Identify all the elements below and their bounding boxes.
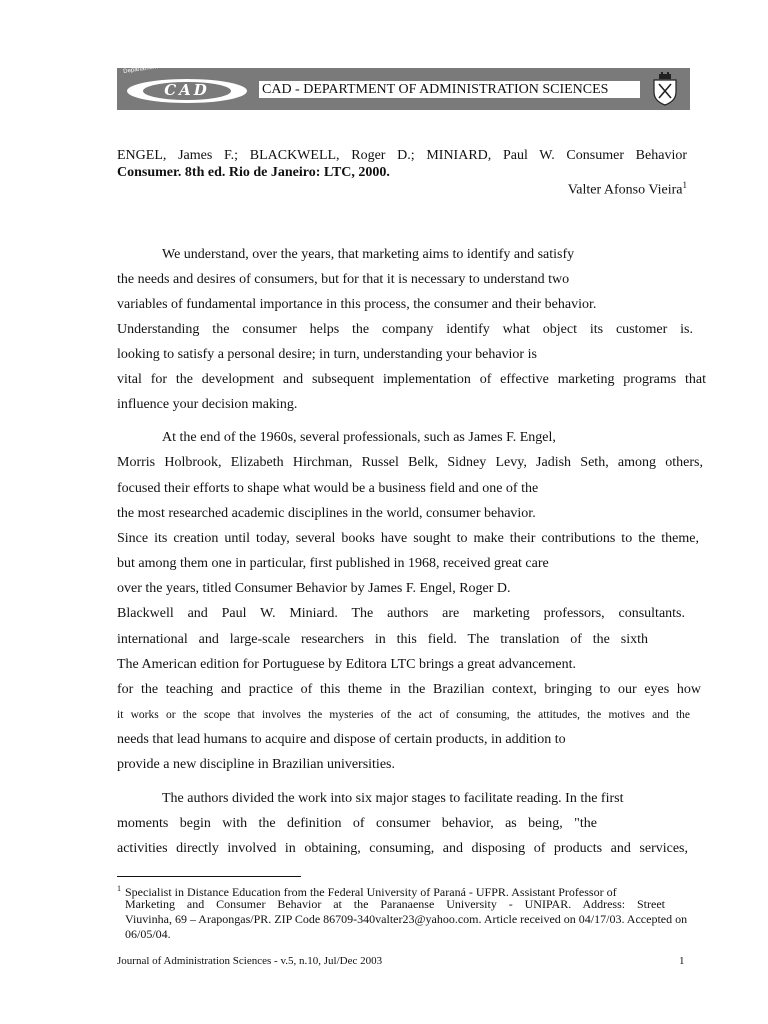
banner-title-box [259,81,640,98]
footnote-line: Specialist in Distance Education from the Federal University of Paraná - UFPR. Assistant Professor of [125,885,617,899]
logo-text: CAD [164,81,210,99]
paragraph-2-line: international and large-scale researchers in this field. The translation of the sixth [117,632,648,647]
author [568,180,687,199]
banner-title: CAD - DEPARTMENT OF ADMINISTRATION SCIENCES [262,82,609,97]
university-crest-icon [651,72,679,106]
paragraph-2-line: The American edition for Portuguese by Editora LTC brings a great advancement. [117,657,577,672]
reference-line-1: ENGEL, James F.; BLACKWELL, Roger D.; MINIARD, Paul W. Consumer Behavior [117,148,687,163]
paragraph-1-line: influence your decision making. [117,397,298,412]
footnote-line: 06/05/04. [125,927,171,941]
paragraph-2-line: over the years, titled Consumer Behavior by James F. Engel, Roger D. [117,581,511,596]
footnote-rule [117,876,301,877]
header-banner [117,52,690,110]
paragraph-2-line: Blackwell and Paul W. Miniard. The authors are marketing professors, consultants. [117,606,685,621]
paragraph-2-line: needs that lead humans to acquire and dispose of certain products, in addition to [117,732,566,747]
author-name: Valter Afonso Vieira [567,182,683,198]
paragraph-2-line: for the teaching and practice of this theme in the Brazilian context, bringing to our eyes how [117,682,701,697]
paragraph-2-line: it works or the scope that involves the mysteries of the act of consuming, the attitudes, the motives and the [117,709,690,721]
footnote-number: 1 [117,884,121,893]
paragraph-3-line: The authors divided the work into six major stages to facilitate reading. In the first [162,791,624,806]
paragraph-3-line: moments begin with the definition of consumer behavior, as being, "the [117,816,597,831]
paragraph-2-line: but among them one in particular, first published in 1968, received great care [117,556,549,571]
paragraph-1-line: vital for the development and subsequent implementation of effective marketing programs that [117,372,706,387]
paragraph-2-line: focused their efforts to shape what would be a business field and one of the [117,481,539,496]
paragraph-1-line: variables of fundamental importance in this process, the consumer and their behavior. [117,297,597,312]
cad-logo [127,79,247,103]
paragraph-1-line: We understand, over the years, that marketing aims to identify and satisfy [162,247,575,262]
paragraph-2-line: Morris Holbrook, Elizabeth Hirchman, Russel Belk, Sidney Levy, Jadish Seth, among others, [117,455,703,470]
paragraph-2-line: At the end of the 1960s, several professionals, such as James F. Engel, [162,430,556,445]
journal-citation: Journal of Administration Sciences - v.5, n.10, Jul/Dec 2003 [117,955,383,967]
paragraph-3-line: activities directly involved in obtaining, consuming, and disposing of products and services, [117,841,688,856]
paragraph-2-line: provide a new discipline in Brazilian universities. [117,757,395,772]
footnote-line: Viuvinha, 69 – Arapongas/PR. ZIP Code 86709-340valter23@yahoo.com. Article received on 04/17/03. Accepted on [125,912,688,926]
page-number: 1 [679,955,685,967]
footnote-line: Marketing and Consumer Behavior at the Paranaense University - UNIPAR. Address: Street [125,897,665,911]
author-footnote-mark: 1 [682,180,687,190]
paragraph-1-line: Understanding the consumer helps the company identify what object its customer is. [117,322,693,337]
paragraph-2-line: Since its creation until today, several books have sought to make their contributions to the theme, [117,531,699,546]
paragraph-1-line: looking to satisfy a personal desire; in turn, understanding your behavior is [117,347,537,362]
paragraph-2-line: the most researched academic disciplines in the world, consumer behavior. [117,506,536,521]
logo-arc-text: Departamento de Ciências da Administração [123,52,242,75]
paragraph-1-line: the needs and desires of consumers, but for that it is necessary to understand two [117,272,570,287]
reference-line-2: Consumer. 8th ed. Rio de Janeiro: LTC, 2000. [117,165,390,180]
